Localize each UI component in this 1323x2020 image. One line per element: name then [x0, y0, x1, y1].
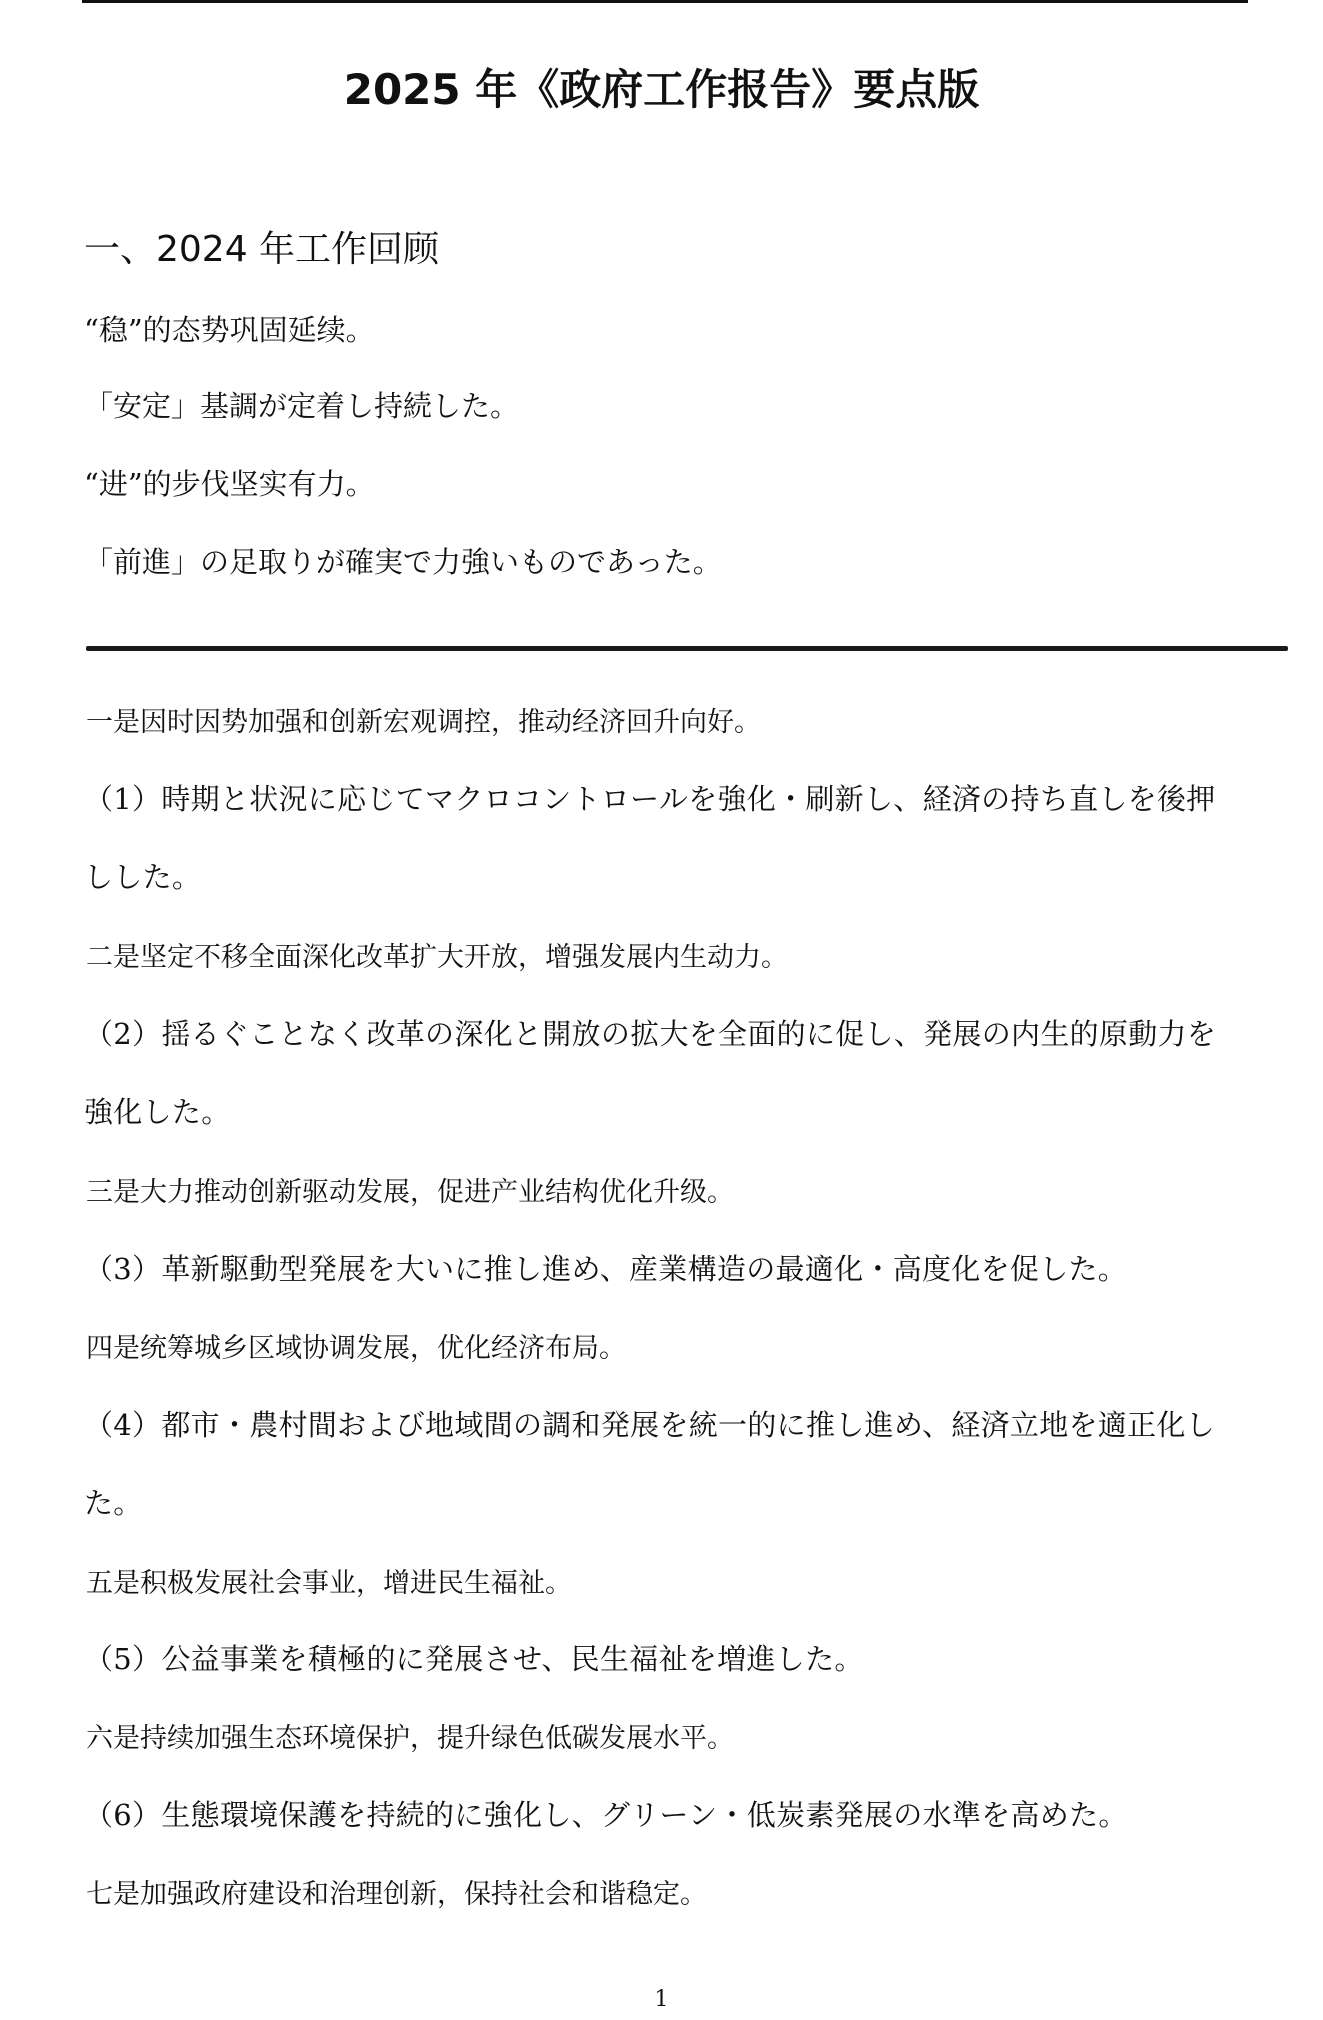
document-title: 2025 年《政府工作报告》要点版	[343, 65, 980, 114]
point-chinese: 二是坚定不移全面深化改革扩大开放，增强发展内生动力。	[86, 942, 788, 973]
top-rule	[82, 0, 1248, 3]
point-chinese: 三是大力推动创新驱动发展，促进产业结构优化升级。	[86, 1177, 734, 1208]
summary-line: “稳”的态势巩固延续。	[84, 313, 375, 347]
page-number: 1	[654, 1987, 669, 2012]
point-japanese: （6）生態環境保護を持続的に強化し、グリーン・低炭素発展の水準を高めた。	[84, 1798, 1128, 1832]
point-japanese: （5）公益事業を積極的に発展させ、民生福祉を増進した。	[84, 1642, 864, 1676]
point-chinese: 五是积极发展社会事业，增进民生福祉。	[86, 1568, 572, 1599]
section-heading: 一、2024 年工作回顾	[84, 229, 440, 270]
summary-line: 「安定」基調が定着し持続した。	[84, 389, 520, 423]
section-divider	[86, 646, 1288, 651]
point-chinese: 七是加强政府建设和治理创新，保持社会和谐稳定。	[86, 1879, 707, 1910]
point-japanese: （1）時期と状況に応じてマクロコントロールを強化・刷新し、経済の持ち直しを後押しした。	[84, 782, 1216, 894]
point-japanese: （3）革新駆動型発展を大いに推し進め、産業構造の最適化・高度化を促した。	[84, 1252, 1128, 1286]
point-chinese: 一是因时因势加强和创新宏观调控，推动经济回升向好。	[86, 707, 761, 738]
point-chinese: 六是持续加强生态环境保护，提升绿色低碳发展水平。	[86, 1723, 734, 1754]
point-chinese: 四是统筹城乡区域协调发展，优化经济布局。	[86, 1333, 626, 1364]
point-japanese: （4）都市・農村間および地域間の調和発展を統一的に推し進め、経済立地を適正化した。	[84, 1408, 1215, 1520]
summary-line: 「前進」の足取りが確実で力強いものであった。	[84, 545, 722, 579]
point-japanese: （2）揺るぐことなく改革の深化と開放の拡大を全面的に促し、発展の内生的原動力を強化した。	[84, 1017, 1217, 1129]
summary-line: “进”的步伐坚实有力。	[84, 467, 375, 501]
